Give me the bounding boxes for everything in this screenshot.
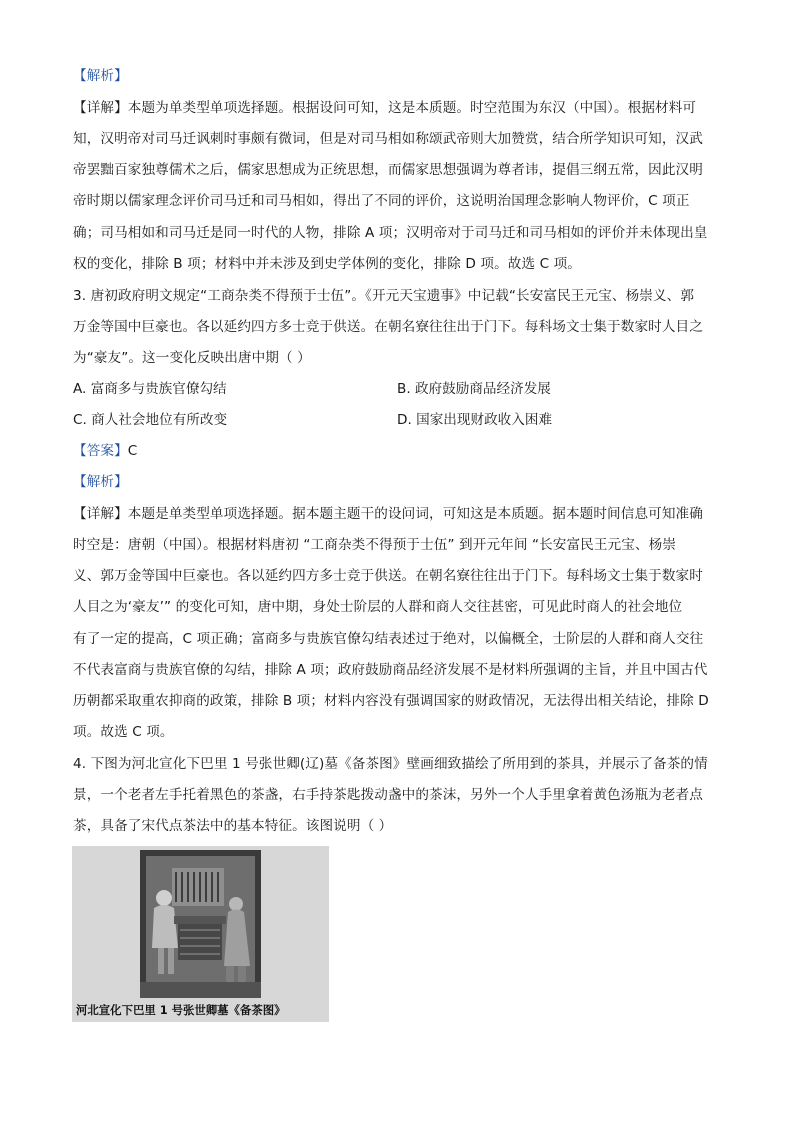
q3-analysis-line: 义、郭万金等国中巨豪也。各以延约四方多士竞于供送。在朝名寮往往出于门下。每科场文士集于数家时	[73, 568, 703, 584]
q3-option-a: A. 富商多与贵族官僚勾结	[73, 381, 227, 397]
q3-answer-value: C	[127, 443, 138, 459]
figure-caption: 河北宣化下巴里 1 号张世卿墓《备茶图》	[76, 1003, 286, 1017]
q3-option-c: C. 商人社会地位有所改变	[73, 412, 228, 428]
q3-analysis-line: 有了一定的提高，C 项正确；富商多与贵族官僚勾结表述过于绝对，以偏概全，士阶层的人群和商人交往	[73, 631, 704, 647]
q3-analysis-line: 【详解】本题是单类型单项选择题。据本题主题干的设问词，可知这是本质题。据本题时间信息可知准确	[73, 506, 703, 522]
q3-option-b: B. 政府鼓励商品经济发展	[397, 381, 551, 397]
q4-stem-line: 茶，具备了宋代点茶法中的基本特征。该图说明（ ）	[73, 818, 393, 834]
q3-analysis-line: 时空是：唐朝（中国）。根据材料唐初 “工商杂类不得预于士伍” 到开元年间 “长安富民王元宝、杨崇	[73, 537, 677, 553]
q3-answer	[73, 441, 137, 461]
q2-analysis-label: 【解析】	[73, 68, 128, 84]
q3-answer-label: 【答案】	[73, 443, 128, 459]
q3-analysis-label: 【解析】	[73, 474, 128, 490]
q3-analysis-line: 历朝都采取重农抑商的政策，排除 B 项；材料内容没有强调国家的财政情况，无法得出相关结论，排除 D	[73, 693, 709, 709]
q4-stem-line: 4. 下图为河北宣化下巴里 1 号张世卿(辽)墓《备茶图》壁画细致描绘了所用到的茶具，并展示了备茶的情	[73, 756, 708, 772]
q2-analysis-line: 权的变化，排除 B 项；材料中并未涉及到史学体例的变化，排除 D 项。故选 C 项。	[73, 256, 582, 272]
q3-stem-line: 3. 唐初政府明文规定“工商杂类不得预于士伍”。《开元天宝遗事》中记载“长安富民王元宝、杨崇义、郭	[73, 288, 695, 304]
mural-photo	[140, 850, 261, 998]
q2-analysis-line: 知，汉明帝对司马迁讽刺时事颇有微词，但是对司马相如称颂武帝则大加赞赏，结合所学知识可知，汉武	[73, 131, 703, 147]
q3-stem-line: 万金等国中巨豪也。各以延约四方多士竞于供送。在朝名寮往往出于门下。每科场文士集于数家时人目之	[73, 319, 703, 335]
q2-analysis-line: 帝时期以儒家理念评价司马迁和司马相如，得出了不同的评价，这说明治国理念影响人物评价，C 项正	[73, 193, 690, 209]
q3-option-d: D. 国家出现财政收入困难	[397, 412, 553, 428]
q2-analysis-line: 帝罢黜百家独尊儒术之后，儒家思想成为正统思想，而儒家思想强调为尊者讳，提倡三纲五常，因此汉明	[73, 162, 703, 178]
mural-illustration	[140, 850, 261, 998]
q3-analysis-line: 人目之为‘豪友’” 的变化可知，唐中期，身处士阶层的人群和商人交往甚密，可见此时商人的社会地位	[73, 599, 683, 615]
q3-analysis-line: 项。故选 C 项。	[73, 724, 174, 740]
mural-figure	[72, 846, 329, 1022]
q3-analysis-line: 不代表富商与贵族官僚的勾结，排除 A 项；政府鼓励商品经济发展不是材料所强调的主旨，并且中国古代	[73, 662, 708, 678]
q4-stem-line: 景，一个老者左手托着黑色的茶盏，右手持茶匙拨动盏中的茶沫，另外一个人手里拿着黄色汤瓶为老者点	[73, 787, 703, 803]
q2-analysis-line: 确；司马相如和司马迁是同一时代的人物，排除 A 项；汉明帝对于司马迁和司马相如的评价并未体现出皇	[73, 225, 708, 241]
q2-analysis-line: 【详解】本题为单类型单项选择题。根据设问可知，这是本质题。时空范围为东汉（中国）。根据材料可	[73, 100, 697, 116]
q3-stem-line: 为“豪友”。这一变化反映出唐中期（ ）	[73, 350, 311, 366]
